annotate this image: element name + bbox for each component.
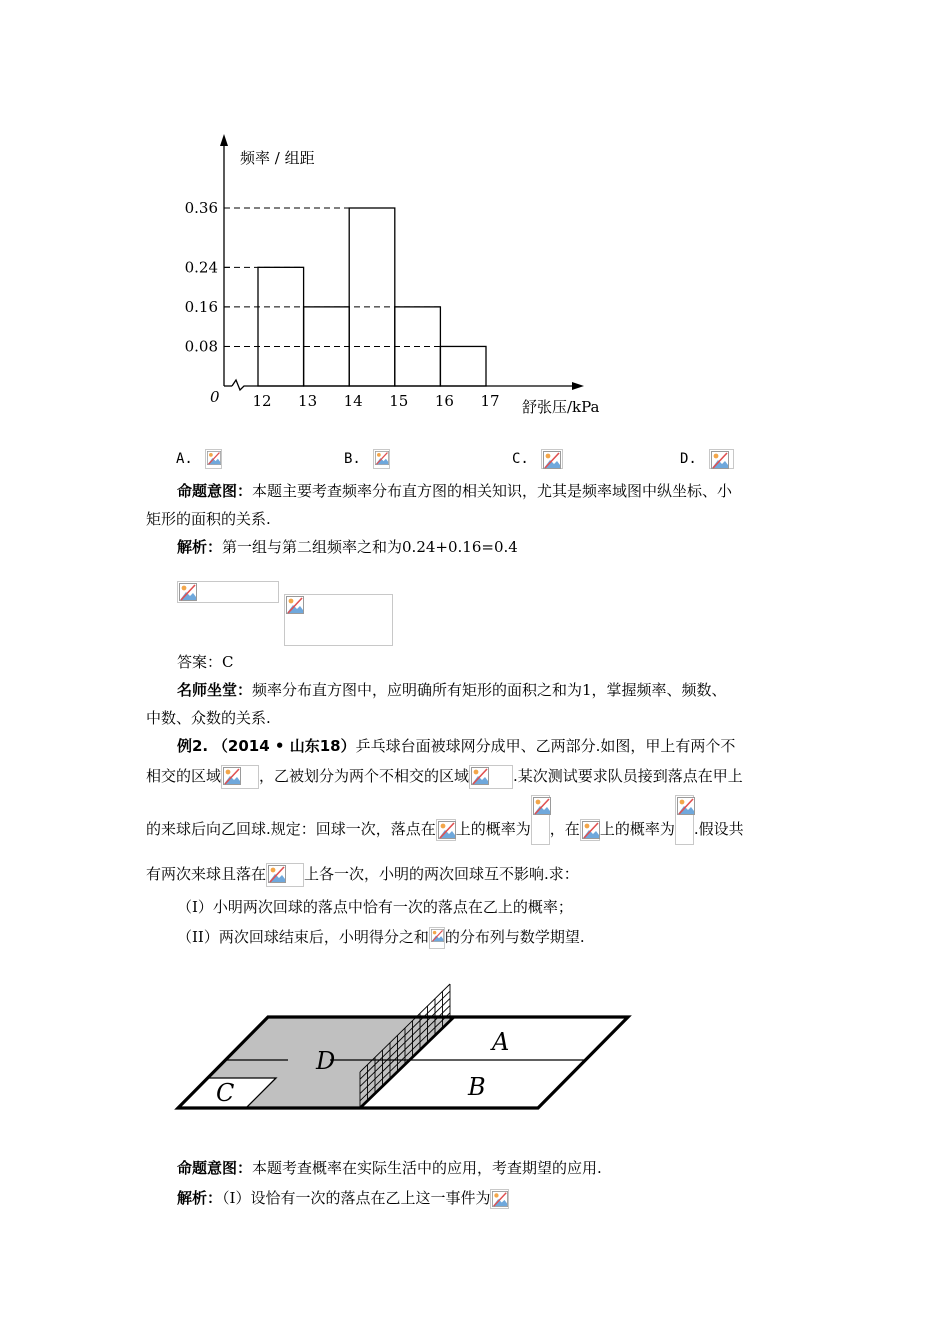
analysis-text: （I）设恰有一次的落点在乙上这一事件为 [222,1189,491,1207]
intent-label: 命题意图： [177,1159,253,1177]
intent-text: 本题主要考查频率分布直方图的相关知识，尤其是频率域图中纵坐标、小 [252,482,733,500]
histogram-bar [440,346,486,386]
q1-analysis [146,537,518,557]
q2-intent [146,1158,602,1178]
x-tick-label: 14 [343,392,363,410]
histogram-bar [349,208,395,386]
analysis-label: 解析： [177,1189,223,1207]
y-axis-label: 频率 / 组距 [240,149,315,167]
q2-text: ，乙被划分为两个不相交的区域 [259,767,470,785]
broken-image-placeholder [531,795,550,845]
option-b[interactable] [344,449,390,469]
option-a[interactable] [176,449,222,469]
x-axis-label: 舒张压/kPa [522,398,600,416]
region-d-label: D [316,1047,336,1075]
option-a-label: A. [176,451,193,467]
x-tick-label: 17 [480,392,500,410]
ping-pong-table-diagram [170,980,640,1120]
answer: 答案：C [177,653,234,671]
broken-image-placeholder [177,581,279,603]
option-d-label: D. [680,451,697,467]
q2-text: 相交的区域 [146,767,222,785]
y-tick-label: 0.36 [184,199,218,217]
q2-line1 [146,736,735,756]
intent-text: 本题考查概率在实际生活中的应用，考查期望的应用. [252,1159,602,1177]
broken-image-placeholder [429,927,445,949]
option-c[interactable] [512,449,563,469]
q2-part1: （I）小明两次回球的落点中恰有一次的落点在乙上的概率； [177,898,573,916]
q2-text: 的来球后向乙回球.规定：回球一次，落点在 [146,820,436,838]
q2-text: 上的概率为 [455,820,531,838]
analysis-label: 解析： [177,538,223,556]
broken-image-placeholder [284,594,393,646]
option-c-label: C. [512,451,529,467]
broken-image-placeholder [221,765,259,789]
tip-label: 名师坐堂： [177,681,253,699]
origin-label: 0 [210,388,220,406]
y-tick-label: 0.24 [184,258,218,277]
broken-image-icon [709,449,734,469]
q1-tip [146,680,727,700]
q2-text: ，在 [549,820,580,838]
q1-tip-cont: 中数、众数的关系. [146,709,271,727]
q1-intent [146,481,732,501]
option-b-label: B. [344,451,361,467]
q2-text: .某次测试要求队员接到落点在甲上 [513,767,743,785]
x-tick-label: 15 [389,392,409,410]
region-b-label: B [468,1073,486,1101]
histogram-bar [258,267,304,386]
option-d[interactable] [680,449,734,469]
broken-image-icon [541,449,563,469]
broken-image-placeholder [580,819,600,841]
broken-image-placeholder [675,795,694,845]
region-c-label: C [216,1079,235,1107]
intent-label: 命题意图： [177,482,253,500]
y-tick-label: 0.16 [184,297,218,316]
x-tick-label: 13 [298,392,318,410]
broken-image-icon [205,449,222,469]
x-tick-label: 12 [252,392,272,410]
broken-image-placeholder [436,819,456,841]
q2-text: 乒乓球台面被球网分成甲、乙两部分.如图，甲上有两个不 [355,737,736,755]
x-tick-label: 16 [434,392,454,410]
q2-line3 [146,815,744,845]
q1-intent-cont: 矩形的面积的关系. [146,510,271,528]
frequency-histogram [170,128,630,428]
q2-text: 上各一次，小明的两次回球互不影响.求： [304,865,579,883]
broken-image-placeholder [469,765,513,789]
region-a-label: A [492,1028,510,1056]
q2-text: 的分布列与数学期望. [444,928,585,946]
q2-line2 [146,765,743,789]
example-label: 例2. [177,737,209,755]
q2-text: .假设共 [693,820,744,838]
y-tick-label: 0.08 [184,337,218,356]
axes [220,134,584,390]
q2-text: （II）两次回球结束后，小明得分之和 [177,928,429,946]
analysis-text: 第一组与第二组频率之和为0.24+0.16=0.4 [222,538,518,556]
q2-text: 有两次来球且落在 [146,865,267,883]
broken-image-placeholder [490,1189,509,1209]
tip-text: 频率分布直方图中，应明确所有矩形的面积之和为1，掌握频率、频数、 [252,681,727,699]
q2-line4 [146,863,579,887]
broken-image-placeholder [266,863,304,887]
example-source: （2014 • 山东18） [212,737,356,755]
q2-part2 [177,927,585,949]
q2-analysis [146,1188,509,1209]
q2-text: 上的概率为 [599,820,675,838]
broken-image-icon [373,449,390,469]
